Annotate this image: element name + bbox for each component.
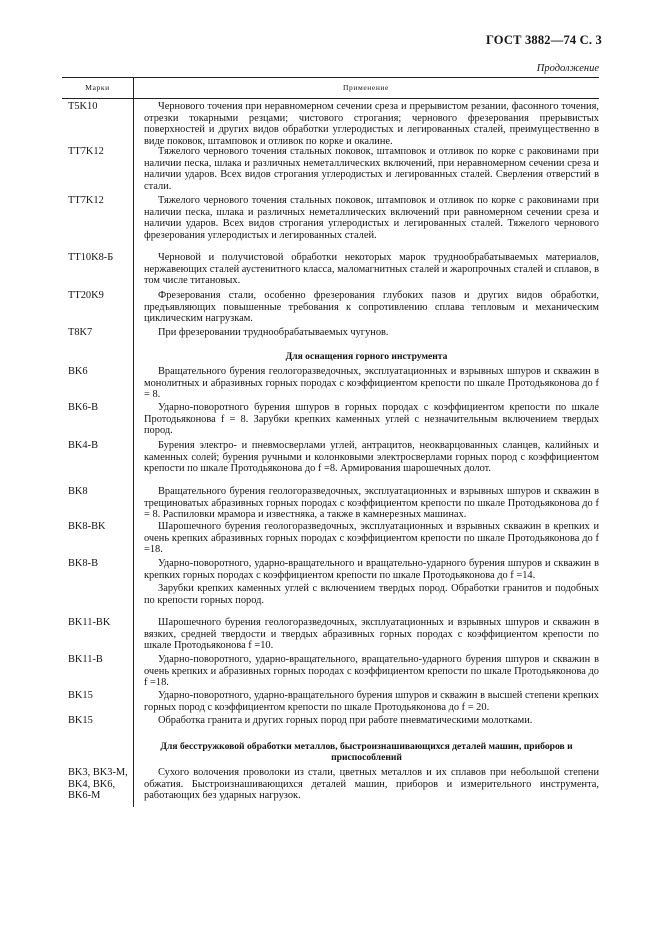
application-text: Шарошечного бурения геологоразведочных, эксплуатационных и взрывных скважин в крепких и очень крепких абразивных горных породах с коэффициентом крепости по шкале Протодьяконова до f =18. <box>144 521 599 556</box>
grade-mark: T8K7 <box>68 327 93 338</box>
application-text: Тяжелого чернового точения стальных поковок, штамповок и отливок по корке с раковинами при наличии песка, шлака и различных неметаллических включений при равномерном сечении среза и наличии ударов. Всех видов строгания углеродистых и легированных сталей. Тяжелого чернового фрезерования углеродистых и легированных сталей. <box>144 195 599 241</box>
application-text <box>144 558 599 606</box>
section-title-chipless: Для бесстружковой обработки металлов, быстроизнашивающихся деталей машин, приборов и приспособлений <box>160 741 573 763</box>
grade-mark: BK15 <box>68 690 93 701</box>
grade-mark: T5K10 <box>68 101 98 112</box>
application-text: Ударно-поворотного, ударно-вращательного бурения шпуров и скважин в высшей степени крепких горных пород с коэффициентом крепости по шкале Протодьяконова до f = 20. <box>144 690 599 713</box>
grade-mark: TT20K9 <box>68 290 104 301</box>
application-text: Вращательного бурения геологоразведочных, эксплуатационных и взрывных шпуров и скважин в монолитных и абразивных горных породах с коэффициентом крепости по шкале Протодьяконова до f = 8. <box>144 366 599 401</box>
column-header-application: Применение <box>343 83 389 92</box>
application-text: Вращательного бурения геологоразведочных, эксплуатационных и взрывных шпуров и скважин в трещиноватых абразивных горных породах с коэффициентом крепости по шкале Протодьяконова до f = 8. Распиловки мрамора и известняка, а также в камнерезных машинах. <box>144 486 599 521</box>
application-text: Шарошечного бурения геологоразведочных, эксплуатационных и взрывных шпуров и скважин в вязких, средней твердости и твердых абразивных горных породах с коэффициентом крепости по шкале Протодьяконова f =10. <box>144 617 599 652</box>
application-text: Ударно-поворотного бурения шпуров в горных породах с коэффициентом крепости по шкале Протодьяконова f = 8. Зарубки крепких каменных углей с незначительным включением твердых пород. <box>144 402 599 437</box>
grade-mark: BK6-B <box>68 402 99 413</box>
application-text: При фрезеровании труднообрабатываемых чугунов. <box>158 327 389 338</box>
grade-mark: BK3, BK3-M, BK4, BK6, BK6-M <box>68 767 128 802</box>
grade-mark: BK4-B <box>68 440 99 451</box>
grade-mark: TT7K12 <box>68 146 104 157</box>
application-text: Черновой и получистовой обработки некоторых марок труднообрабатываемых материалов, нержавеющих сталей аустенитного класса, маломагнитных сталей и жаропрочных сталей и сплавов, в том числе титановых. <box>144 252 599 287</box>
continued-label: Продолжение <box>536 63 599 74</box>
application-text: Чернового точения при неравномерном сечении среза и прерывистом резании, фасонного точения, отрезки токарными резцами; чистового строгания; чернового фрезерования прерывистых поверхностей и других видов обработки углеродистых и легированных сталей, преимущественно в виде поковок, штамповок и отливок по корке и окалине. <box>144 101 599 147</box>
table-header <box>62 77 599 99</box>
application-text: Бурения электро- и пневмосверлами углей, антрацитов, неокварцованных сланцев, калийных и каменных солей; бурения ручными и колонковыми электросверлами горных пород с коэффициентом крепости по шкале Протодьяконова до f =8. Армирования шарошечных долот. <box>144 440 599 475</box>
application-text: Ударно-поворотного, ударно-вращательного, вращательно-ударного бурения шпуров и скважин в очень крепких и абразивных горных породах с коэффициентом крепости по шкале Протодьяконова до f =18. <box>144 654 599 689</box>
grade-mark: TT7K12 <box>68 195 104 206</box>
application-text: Фрезерования стали, особенно фрезерования глубоких пазов и других видов обработки, предъявляющих повышенные требования к сопротивлению сплава тепловым и механическим циклическим нагрузкам. <box>144 290 599 325</box>
page-header: ГОСТ 3882—74 С. 3 <box>485 33 602 47</box>
grade-mark: TT10K8-Б <box>68 252 114 263</box>
application-paragraph: Зарубки крепких каменных углей с включением твердых пород. Обработки гранитов и подобных по крепости горных пород. <box>144 583 599 606</box>
section-title-mining: Для оснащения горного инструмента <box>285 351 448 362</box>
application-text: Обработка гранита и других горных пород при работе пневматическими молотками. <box>158 715 533 726</box>
column-header-marks: Марки <box>85 83 110 92</box>
grade-mark: BK6 <box>68 366 88 377</box>
application-text: Тяжелого чернового точения стальных поковок, штамповок и отливок по корке с раковинами при наличии песка, шлака и различных неметаллических включений, при неравномерном сечении среза и наличии ударов. Всех видов строгания углеродистых и легированных сталей. Сверления отверстий в стали. <box>144 146 599 192</box>
grade-mark: BK8-B <box>68 558 99 569</box>
application-paragraph: Ударно-поворотного, ударно-вращательного и вращательно-ударного бурения шпуров и скважин в крепких горных породах с коэффициентом крепости по шкале Протодьяконова до f =14. <box>144 558 599 581</box>
grade-mark: BK11-BK <box>68 617 111 628</box>
application-text: Сухого волочения проволоки из стали, цветных металлов и их сплавов при небольшой степени обжатия. Быстроизнашивающихся деталей машин, приборов и измерительного инструмента, работающих без ударных нагрузок. <box>144 767 599 802</box>
grade-mark: BK8-BK <box>68 521 106 532</box>
grade-mark: BK8 <box>68 486 88 497</box>
grade-mark: BK15 <box>68 715 93 726</box>
grade-mark: BK11-B <box>68 654 103 665</box>
